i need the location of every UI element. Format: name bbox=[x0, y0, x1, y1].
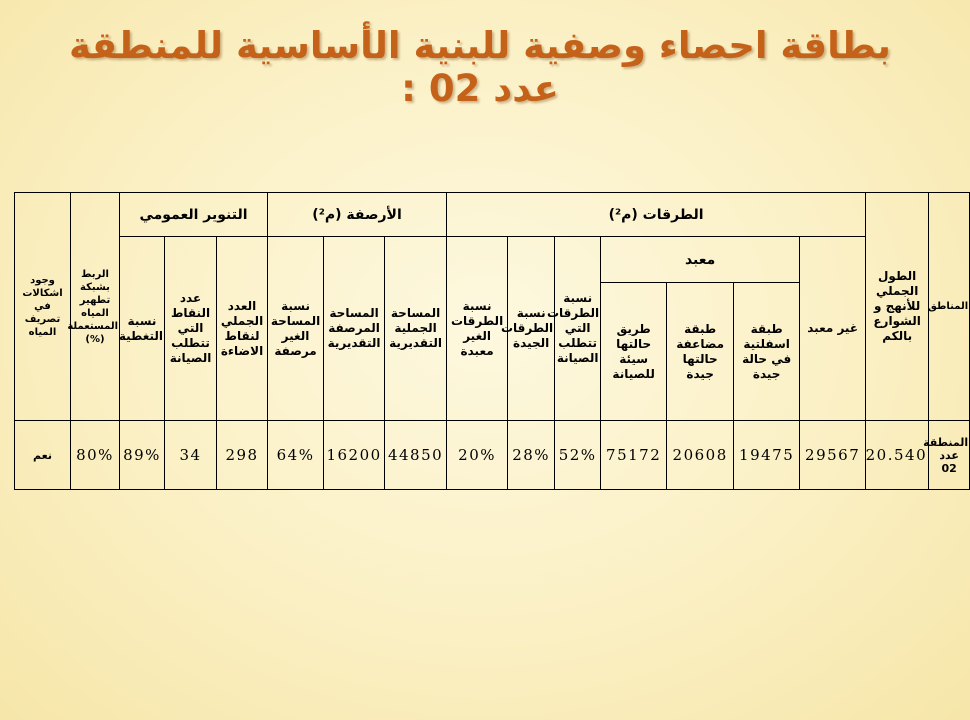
header-roads-maint-pct: نسبة الطرقات التي تتطلب الصيانة bbox=[555, 237, 601, 421]
cell-unpaved: 29567 bbox=[800, 421, 866, 490]
header-double-layer-good: طبقة مضاعفة حالتها جيدة bbox=[667, 283, 734, 421]
cell-sidewalk-unpaved-pct: 64% bbox=[268, 421, 324, 490]
cell-sidewalk-total: 44850 bbox=[385, 421, 447, 490]
header-lighting-maint: عدد النقاط التي تتطلب الصيانة bbox=[165, 237, 217, 421]
cell-roads-unpaved-pct: 20% bbox=[447, 421, 508, 490]
header-total-length: الطول الجملي للأنهج و الشوارع بالكم bbox=[866, 193, 929, 421]
header-lighting-total: العدد الجملي لنقاط الاضاءة bbox=[217, 237, 268, 421]
infrastructure-table-container bbox=[14, 192, 969, 489]
cell-lighting-maint: 34 bbox=[165, 421, 217, 490]
header-lighting-group: التنوير العمومي bbox=[120, 193, 268, 237]
cell-roads-maint-pct: 52% bbox=[555, 421, 601, 490]
header-bad-road: طريق حالتها سيئة للصيانة bbox=[601, 283, 667, 421]
header-sewer-connection: الربط بشبكة تطهير المياه المستعملة (%) bbox=[71, 193, 120, 421]
header-sidewalk-total: المساحة الجملية التقديرية bbox=[385, 237, 447, 421]
cell-sidewalk-paved: 16200 bbox=[324, 421, 385, 490]
cell-asphalt-good: 19475 bbox=[734, 421, 800, 490]
header-drainage-problems: وجود اشكالات في تصريف المياه bbox=[15, 193, 71, 421]
header-roads-unpaved-pct: نسبة الطرقات الغير معبدة bbox=[447, 237, 508, 421]
data-row bbox=[15, 421, 970, 490]
header-unpaved: غير معبد bbox=[800, 237, 866, 421]
header-roads-group: الطرقات (م²) bbox=[447, 193, 866, 237]
cell-lighting-coverage: 89% bbox=[120, 421, 165, 490]
header-paved-group: معبد bbox=[601, 237, 800, 283]
cell-roads-good-pct: 28% bbox=[508, 421, 555, 490]
cell-lighting-total: 298 bbox=[217, 421, 268, 490]
cell-total-length: 20.540 bbox=[866, 421, 929, 490]
header-sidewalk-unpaved-pct: نسبة المساحة الغير مرصفة bbox=[268, 237, 324, 421]
header-regions: المناطق bbox=[929, 193, 970, 421]
header-row-2 bbox=[15, 237, 970, 283]
header-sidewalk-paved: المساحة المرصفة التقديرية bbox=[324, 237, 385, 421]
header-sidewalks-group: الأرصفة (م²) bbox=[268, 193, 447, 237]
infrastructure-table bbox=[14, 192, 970, 490]
header-lighting-coverage: نسبة التغطية bbox=[120, 237, 165, 421]
cell-bad-road: 75172 bbox=[601, 421, 667, 490]
cell-double-layer-good: 20608 bbox=[667, 421, 734, 490]
page-title: بطاقة احصاء وصفية للبنية الأساسية للمنطقة عدد 02 : bbox=[69, 24, 891, 110]
cell-drainage-problems: نعم bbox=[15, 421, 71, 490]
header-asphalt-good: طبقة اسفلتية في حالة جيدة bbox=[734, 283, 800, 421]
cell-sewer-connection: 80% bbox=[71, 421, 120, 490]
header-row-1 bbox=[15, 193, 970, 237]
header-roads-good-pct: نسبة الطرقات الجيدة bbox=[508, 237, 555, 421]
cell-region: المنطقة عدد 02 bbox=[929, 421, 970, 490]
